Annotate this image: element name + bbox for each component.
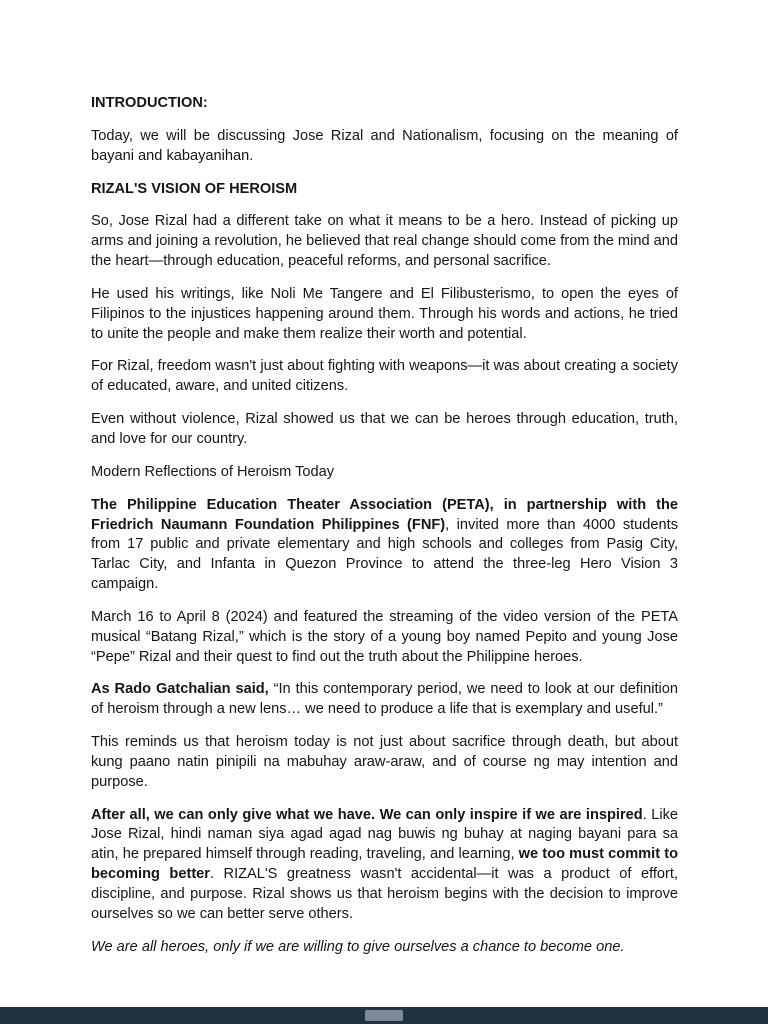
paragraph-closing-quote-text: We are all heroes, only if we are willing to give ourselves a chance to become one. (91, 938, 625, 955)
paragraph-vision-2-text: He used his writings, like Noli Me Tangere and El Filibusterismo, to open the eyes of Filipinos to the injustices happening around them. Through his words and actions, he tried to unite the people and make them realize their worth and potential. (91, 285, 678, 342)
paragraph-intro-text: Today, we will be discussing Jose Rizal and Nationalism, focusing on the meaning of bayani and kabayanihan. (91, 127, 678, 164)
paragraph-after-all-bold-2: we too must commit to becoming better (91, 846, 678, 883)
paragraph-vision-4 (91, 410, 678, 450)
introduction-heading-text: INTRODUCTION (91, 95, 203, 111)
paragraph-campaign-dates (91, 608, 678, 668)
paragraph-peta-regular: , invited more than 4000 students from 17 public and private elementary and high schools and colleges from Pasig City, Tarlac City, and Infanta in Quezon Province to attend the three-leg Hero Vision 3 campaign. (91, 516, 678, 593)
section-heading-rizals-vision (91, 180, 678, 200)
subheading-modern-reflections (91, 463, 678, 483)
paragraph-peta-bold: The Philippine Education Theater Association (PETA), in partnership with the Friedrich Naumann Foundation Philippines (FNF) (91, 496, 678, 533)
paragraph-closing-quote (91, 938, 678, 958)
paragraph-after-all-regular-1: . Like Jose Rizal, hindi naman siya agad agad nag buwis ng buhay at naging bayani para sa atin, he prepared himself through reading, traveling, and learning, (91, 806, 678, 863)
paragraph-reminds (91, 733, 678, 793)
paragraph-vision-1-text: So, Jose Rizal had a different take on what it means to be a hero. Instead of picking up arms and joining a revolution, he believed that real change should come from the mind and the heart—through education, peaceful reforms, and personal sacrifice. (91, 213, 678, 270)
paragraph-rado-regular: “In this contemporary period, we need to look at our definition of heroism through a new lens… we need to produce a life that is exemplary and useful.” (91, 681, 678, 718)
paragraph-vision-2 (91, 285, 678, 345)
paragraph-after-all-bold-1: After all, we can only give what we have. We can only inspire if we are inspired (91, 806, 643, 823)
modern-reflections-text: Modern Reflections of Heroism Today (91, 463, 335, 480)
paragraph-rado-bold: As Rado Gatchalian said, (91, 681, 269, 698)
paragraph-vision-3-text: For Rizal, freedom wasn't just about fighting with weapons—it was about creating a society of educated, aware, and united citizens. (91, 358, 678, 395)
rizals-vision-heading-text: RIZAL'S VISION OF HEROISM (91, 180, 298, 197)
paragraph-after-all (91, 806, 678, 925)
paragraph-vision-4-text: Even without violence, Rizal showed us that we can be heroes through education, truth, and love for our country. (91, 411, 678, 447)
paragraph-vision-3 (91, 357, 678, 397)
paragraph-intro (91, 127, 678, 167)
introduction-heading-colon: : (202, 95, 208, 111)
viewer-footer-bar (0, 1007, 768, 1024)
paragraph-peta (91, 496, 678, 595)
paragraph-reminds-text: This reminds us that heroism today is not just about sacrifice through death, but about kung paano natin pinipili na mabuhay araw-araw, and of course ng may intention and purpose. (91, 734, 678, 790)
paragraph-after-all-regular-2: . RIZAL'S greatness wasn't accidental—it was a product of effort, discipline, and purpose. Rizal shows us that heroism begins with the decision to improve ourselves so we can better serve others. (91, 866, 678, 922)
paragraph-vision-1 (91, 212, 678, 272)
section-heading-introduction (91, 94, 678, 114)
page-scrubber-handle[interactable] (365, 1010, 403, 1021)
paragraph-campaign-dates-text: March 16 to April 8 (2024) and featured the streaming of the video version of the PETA musical “Batang Rizal,” which is the story of a young boy named Pepito and young Jose “Pepe” Rizal and their quest to find out the truth about the Philippine heroes. (91, 608, 678, 665)
paragraph-rado-quote (91, 680, 678, 720)
